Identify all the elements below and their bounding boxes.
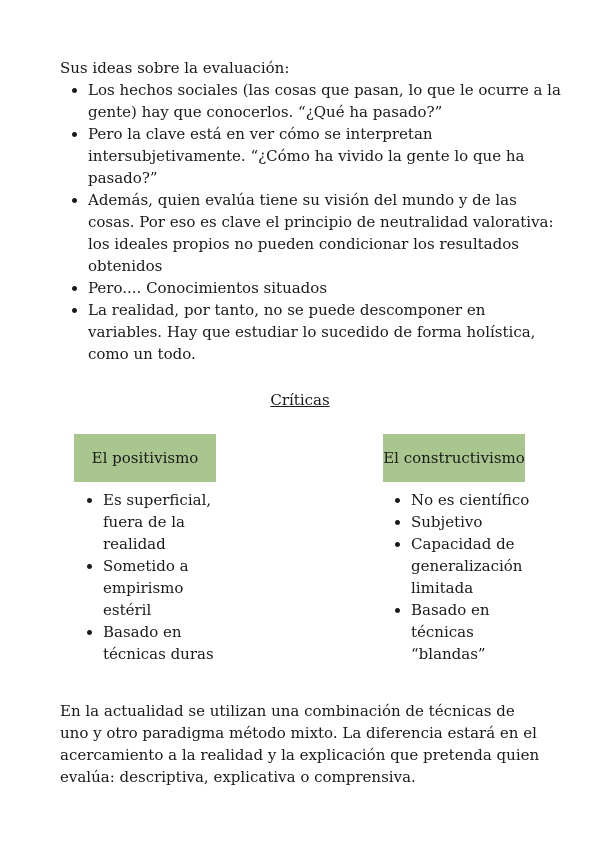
list-item: • Subjetivo: [411, 511, 546, 533]
constructivismo-title: El constructivismo: [383, 449, 525, 467]
constructivismo-box: [383, 434, 525, 482]
conclusion-paragraph: En la actualidad se utilizan una combinación de técnicas de uno y otro paradigma método mixto. La diferencia estará en el acercamiento a la realidad y la explicación que pretenda quien evalúa: descriptiva, explicativa o comprensiva.: [60, 702, 540, 786]
list-item: • Los hechos sociales (las cosas que pasan, lo que le ocurre a la gente) hay que conocerlos. “¿Qué ha pasado?”: [88, 79, 563, 123]
constructivismo-critiques: [393, 489, 546, 665]
list-item: • La realidad, por tanto, no se puede descomponer en variables. Hay que estudiar lo sucedido de forma holística, como un todo.: [88, 299, 563, 365]
positivismo-box: [74, 434, 216, 482]
list-item: • Basado en técnicas duras: [103, 621, 223, 665]
list-item: • Además, quien evalúa tiene su visión del mundo y de las cosas. Por eso es clave el principio de neutralidad valorativa: los ideales propios no pueden condicionar los resultados obtenidos: [88, 189, 563, 277]
list-item: • Pero.... Conocimientos situados: [88, 277, 563, 299]
list-item: • No es científico: [411, 489, 546, 511]
list-item: • Capacidad de generalización limitada: [411, 533, 546, 599]
list-item: • Sometido a empirismo estéril: [103, 555, 223, 621]
intro-text: Sus ideas sobre la evaluación:: [60, 59, 290, 77]
criticas-title: Críticas: [270, 391, 330, 409]
criticas-heading: [0, 389, 600, 411]
list-item: • Es superficial, fuera de la realidad: [103, 489, 223, 555]
list-item: • Pero la clave está en ver cómo se interpretan intersubjetivamente. “¿Cómo ha vivido la gente lo que ha pasado?”: [88, 123, 563, 189]
list-item: • Basado en técnicas “blandas”: [411, 599, 546, 665]
ideas-list: [70, 79, 563, 365]
positivismo-title: El positivismo: [91, 449, 199, 467]
positivismo-critiques: [85, 489, 223, 665]
